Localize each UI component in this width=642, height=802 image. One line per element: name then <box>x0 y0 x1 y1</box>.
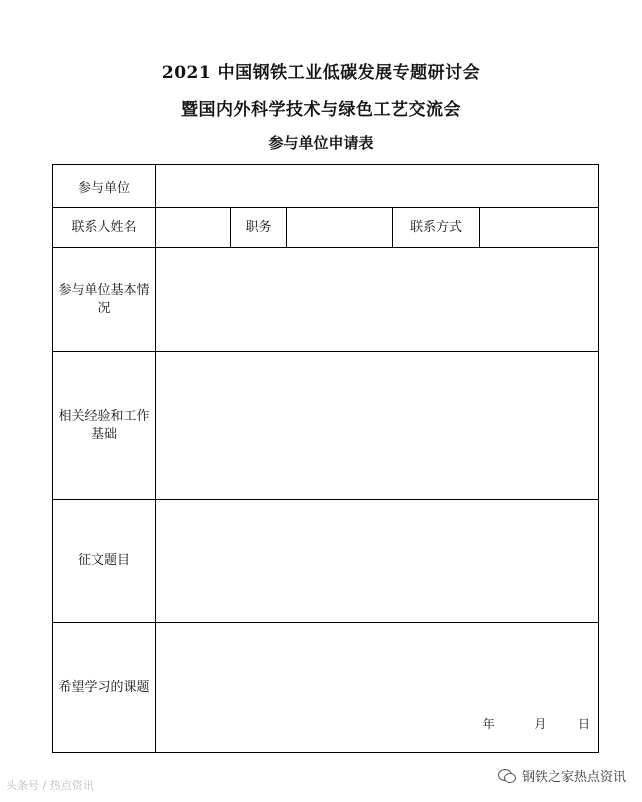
paper-topic-field[interactable] <box>156 500 599 623</box>
date-day: 日 <box>578 717 591 731</box>
position-label: 职务 <box>231 208 287 248</box>
signature-date <box>483 715 590 732</box>
unit-basic-info-field[interactable] <box>156 248 599 352</box>
participant-unit-field[interactable] <box>156 165 599 208</box>
application-form-table <box>52 164 599 753</box>
contact-method-field[interactable] <box>480 208 599 248</box>
document-title-line2: 暨国内外科学技术与绿色工艺交流会 <box>181 100 461 120</box>
form-title: 参与单位申请表 <box>268 134 374 152</box>
desired-topic-field[interactable] <box>156 623 599 753</box>
related-experience-label: 相关经验和工作基础 <box>53 352 156 500</box>
source-attribution <box>498 766 626 785</box>
contact-name-field[interactable] <box>156 208 231 248</box>
document-title-line1: 2021 中国钢铁工业低碳发展专题研讨会 <box>161 63 481 83</box>
date-month: 月 <box>534 717 547 731</box>
wechat-icon <box>498 769 516 783</box>
position-field[interactable] <box>287 208 393 248</box>
related-experience-field[interactable] <box>156 352 599 500</box>
paper-topic-label: 征文题目 <box>53 500 156 623</box>
date-year: 年 <box>482 717 495 731</box>
watermark-left: 头条号 / 热点资讯 <box>6 779 94 792</box>
contact-name-label: 联系人姓名 <box>53 208 156 248</box>
unit-basic-info-label: 参与单位基本情况 <box>53 248 156 352</box>
contact-method-label: 联系方式 <box>393 208 480 248</box>
participant-unit-label: 参与单位 <box>53 165 156 208</box>
source-name: 钢铁之家热点资讯 <box>521 770 626 785</box>
desired-topic-label: 希望学习的课题 <box>53 623 156 753</box>
